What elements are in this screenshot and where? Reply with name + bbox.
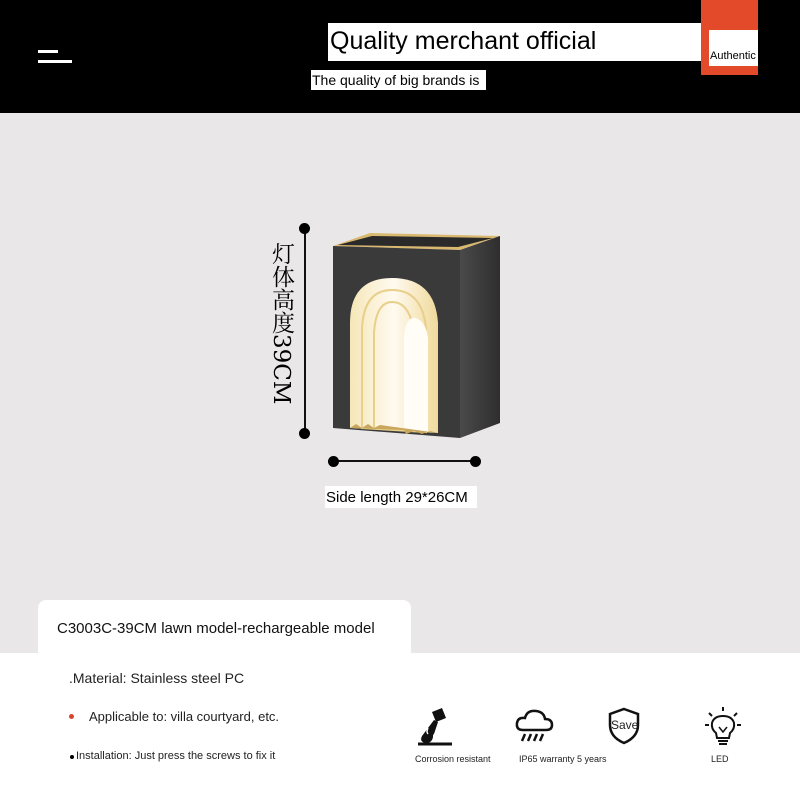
feature-label-led: LED	[711, 754, 729, 764]
side-length-box	[325, 486, 477, 508]
width-dimension-right-dot	[470, 456, 481, 467]
rain-cloud-icon	[514, 708, 554, 744]
arch-lamp-icon	[330, 228, 505, 443]
width-dimension-left-dot	[328, 456, 339, 467]
applicable-spec: Applicable to: villa courtyard, etc.	[89, 709, 280, 724]
installation-spec	[70, 750, 275, 762]
accent-block	[701, 0, 758, 75]
model-name: C3003C-39CM lawn model-rechargeable model	[57, 620, 375, 637]
led-bulb-icon	[703, 705, 743, 751]
installation-text: Installation: Just press the screws to fix it	[76, 750, 276, 762]
subtitle: The quality of big brands is	[312, 72, 480, 88]
height-dimension-bottom-dot	[299, 428, 310, 439]
authentic-badge: Authentic	[710, 50, 756, 62]
bullet-dot	[69, 714, 74, 719]
header-band	[0, 0, 800, 113]
feature-label-warranty: IP65 warranty 5 years	[519, 754, 607, 764]
width-dimension-line	[333, 460, 477, 462]
height-dimension-top-dot	[299, 223, 310, 234]
height-dimension-line	[304, 229, 306, 433]
feature-label-corrosion: Corrosion resistant	[415, 754, 491, 764]
page-title: Quality merchant official	[330, 27, 597, 55]
corrosion-resistant-icon	[414, 706, 456, 748]
menu-icon[interactable]	[38, 50, 72, 64]
height-label: 灯体高度39CM	[268, 242, 294, 405]
feature-label-save: Save	[611, 718, 639, 732]
subtitle-box	[311, 70, 486, 90]
material-spec: .Material: Stainless steel PC	[69, 670, 245, 686]
side-length-label: Side length 29*26CM	[326, 489, 468, 506]
title-box	[328, 23, 750, 61]
